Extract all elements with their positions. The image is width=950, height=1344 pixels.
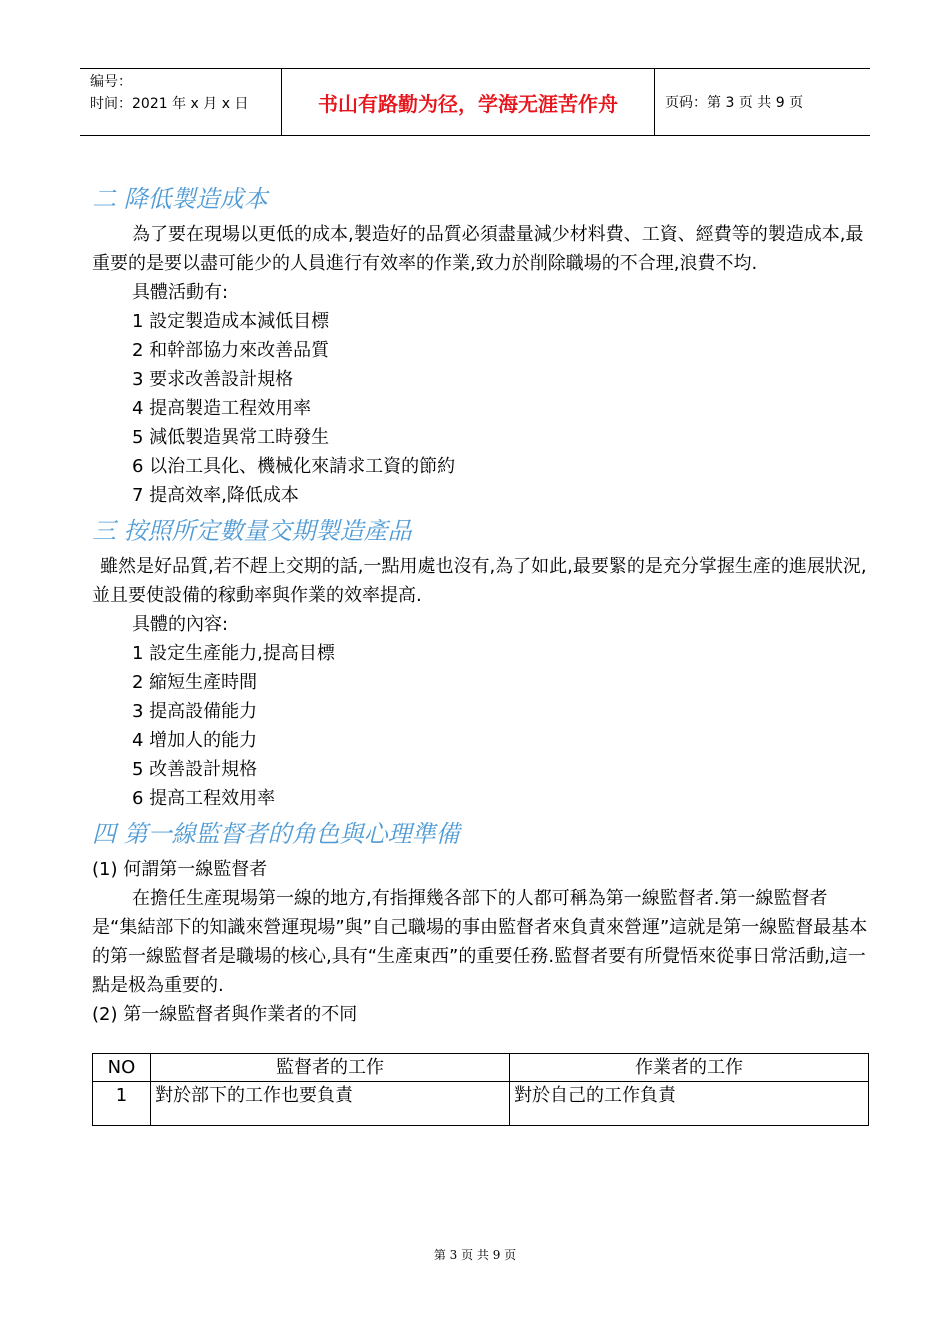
header-meta (80, 69, 282, 135)
list-item: 7 提高效率,降低成本 (132, 485, 299, 506)
table-cell-worker: 對於自己的工作負責 (510, 1082, 869, 1126)
list-item: 1 設定製造成本減低目標 (132, 311, 330, 332)
table-row (93, 1082, 869, 1126)
table-header-no: NO (93, 1054, 151, 1082)
header-page: 页码：第 3 页 共 9 页 (665, 95, 804, 111)
section-3-title: 三 按照所定數量交期製造產品 (92, 517, 412, 545)
section-3-list (92, 639, 872, 813)
list-item: 4 提高製造工程效用率 (132, 398, 312, 419)
section-2-intro: 為了要在現場以更低的成本,製造好的品質必須盡量減少材料費、工資、經費等的製造成本,最重要的是要以盡可能少的人員進行有效率的作業,致力於削除職場的不合理,浪費不均. (92, 224, 864, 274)
comparison-table (92, 1053, 869, 1126)
section-4-title: 四 第一線監督者的角色與心理準備 (92, 820, 460, 848)
section-2-list (92, 307, 872, 510)
section-3-intro: 雖然是好品質,若不趕上交期的話,一點用處也沒有,為了如此,最要緊的是充分掌握生產的進展狀況,並且要使設備的稼動率與作業的效率提高. (92, 556, 867, 606)
list-item: 6 以治工具化、機械化來請求工資的節約 (132, 456, 456, 477)
header-motto: 书山有路勤为径，学海无涯苦作舟 (282, 69, 655, 135)
document-body (92, 178, 872, 1126)
page-header (80, 68, 870, 136)
list-item: 3 提高設備能力 (132, 701, 258, 722)
header-date: 时间：2021 年 x 月 x 日 (90, 96, 249, 112)
list-item: 1 設定生產能力,提高目標 (132, 643, 335, 664)
table-header-row (93, 1054, 869, 1082)
section-4-question-2: (2) 第一線監督者與作業者的不同 (92, 1004, 358, 1025)
section-4-question-1: (1) 何謂第一線監督者 (92, 859, 268, 880)
header-number: 编号： (90, 74, 132, 90)
list-item: 5 改善設計規格 (132, 759, 258, 780)
table-cell-no: 1 (93, 1082, 151, 1126)
list-item: 5 減低製造異常工時發生 (132, 427, 330, 448)
table-header-supervisor: 監督者的工作 (151, 1054, 510, 1082)
list-item: 3 要求改善設計規格 (132, 369, 294, 390)
table-cell-supervisor: 對於部下的工作也要負責 (151, 1082, 510, 1126)
list-item: 2 縮短生產時間 (132, 672, 258, 693)
list-item: 2 和幹部協力來改善品質 (132, 340, 330, 361)
list-item: 6 提高工程效用率 (132, 788, 276, 809)
section-4-paragraph: 在擔任生產現場第一線的地方,有指揮幾各部下的人都可稱為第一線監督者.第一線監督者是“集結部下的知識來營運現場”與”自己職場的事由監督者來負責來營運”這就是第一線監督最基本的第一線監督者是職場的核心,具有“生產東西”的重要任務.監督者要有所覺悟來從事日常活動,這一點是极為重要的. (92, 888, 868, 996)
table-header-worker: 作業者的工作 (510, 1054, 869, 1082)
section-2-sub: 具體活動有: (132, 282, 229, 303)
page-footer: 第 3 页 共 9 页 (433, 1248, 517, 1262)
section-3-sub: 具體的內容: (132, 614, 229, 635)
list-item: 4 增加人的能力 (132, 730, 258, 751)
section-2-title: 二 降低製造成本 (92, 185, 268, 213)
